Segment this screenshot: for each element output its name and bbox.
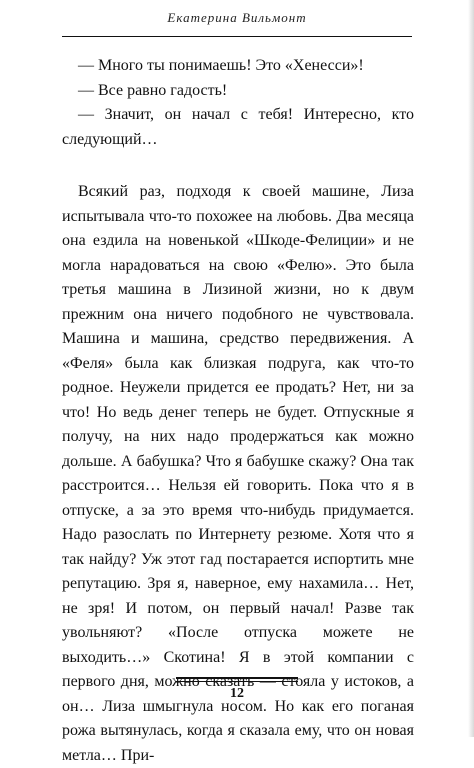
page-number: 12 bbox=[230, 686, 244, 701]
header-rule bbox=[62, 36, 412, 37]
narrative-block bbox=[62, 180, 414, 768]
dialog-line-3: — Значит, он начал с тебя! Интересно, кто следующий… bbox=[62, 106, 414, 148]
running-header-author: Екатерина Вильмонт bbox=[167, 10, 307, 25]
dialog-block bbox=[62, 54, 414, 152]
narrative-paragraph: Всякий раз, подходя к своей машине, Лиза испытывала что-то похожее на любовь. Два месяца она ездила на новенькой «Шкоде-Фелиции» и не могла нарадоваться на свою «Фелю». Это была третья машина в Лизиной жизни, но к двум прежним она ничего подобного не чувствовала. Машина и машина, средство передвижения. А «Феля» была как близкая подруга, как что-то родное. Неужели придется ее продать? Нет, ни за что! Но ведь денег теперь не будет. Отпускные я получу, на них надо продержаться как можно дольше. А бабушка? Что я бабушке скажу? Она так расстроится… Нельзя ей говорить. Пока что я в отпуске, а за это время что-нибудь придумается. Надо разослать по Интернету резюме. Хотя что я так найду? Уж этот гад постарается испортить мне репутацию. Зря я, наверное, ему нахамила… Нет, не зря! И потом, он первый начал! Разве так увольняют? «После отпуска можете не выходить…» Скотина! Я в этой компании с первого дня, можно сказать — стояла у истоков, а он… Лиза шмыгнула носом. Но как его поганая рожа вытянулась, когда я сказала ему, что он новая метла… При- bbox=[62, 183, 414, 764]
dialog-line-1: — Много ты понимаешь! Это «Хенесси»! bbox=[78, 57, 364, 74]
dialog-line-2: — Все равно гадость! bbox=[78, 81, 228, 99]
footer-rule-thick bbox=[176, 677, 298, 679]
page-edge-shadow bbox=[468, 0, 474, 737]
footer-rule-thin bbox=[176, 681, 298, 682]
